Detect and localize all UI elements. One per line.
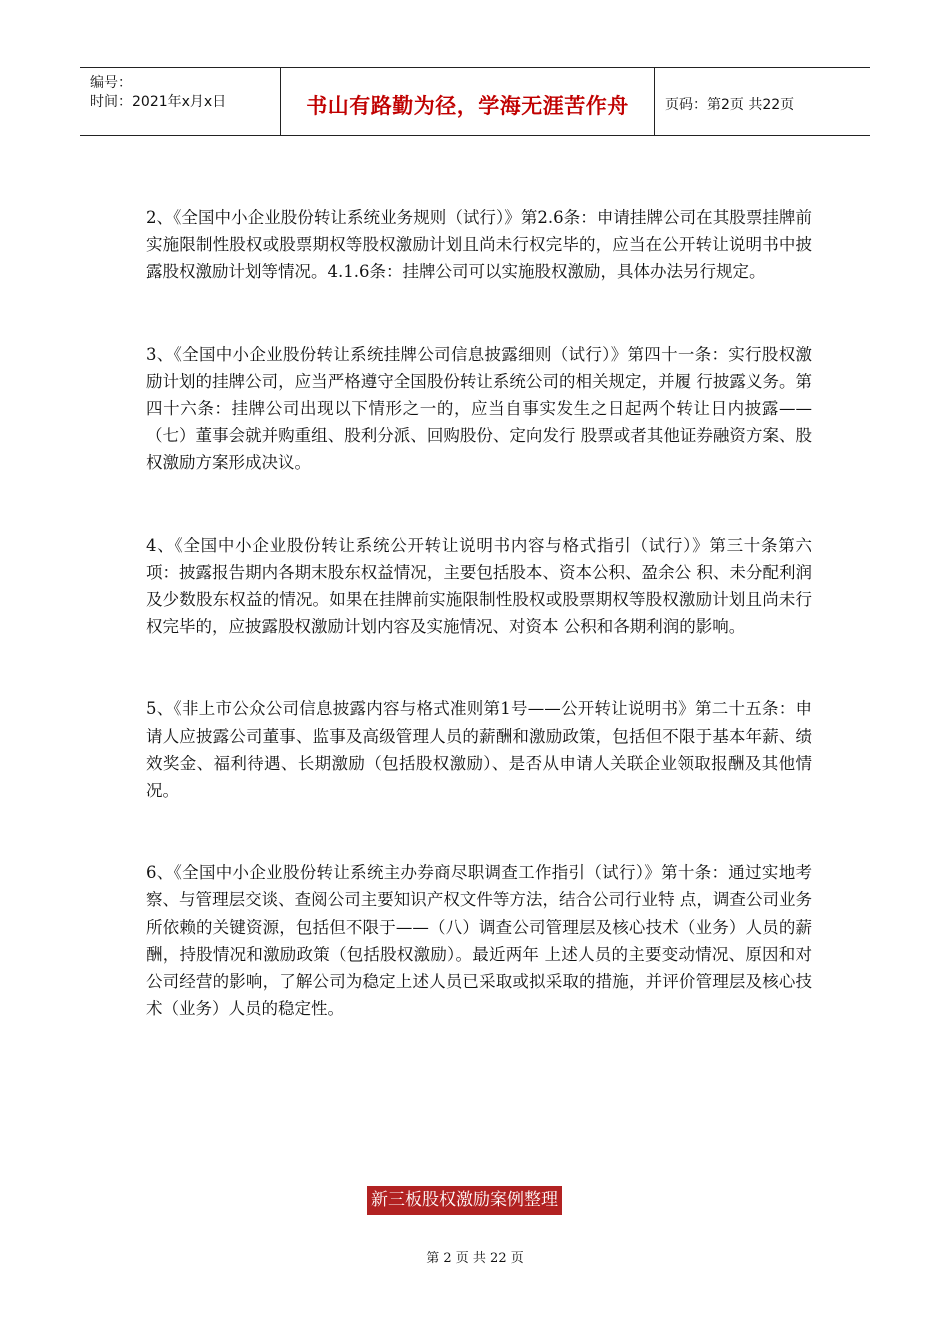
document-body xyxy=(146,204,812,1022)
header-info-cell xyxy=(80,68,281,135)
page-header xyxy=(80,67,870,136)
paragraph-item-2: 2、《全国中小企业股份转让系统业务规则（试行）》第2.6条：申请挂牌公司在其股票挂牌前实施限制性股权或股票期权等股权激励计划且尚未行权完毕的，应当在公开转让说明书中披露股权激励计划等情况。4.1.6条：挂牌公司可以实施股权激励，具体办法另行规定。 xyxy=(146,208,812,282)
paragraph-item-6: 6、《全国中小企业股份转让系统主办券商尽职调查工作指引（试行）》第十条：通过实地考察、与管理层交谈、查阅公司主要知识产权文件等方法，结合公司行业特 点，调查公司业务所依赖的关键资源，包括但不限于——（八）调查公司管理层及核心技术（业务）人员的薪酬，持股情况和激励政策（包括股权激励）。最近两年 上述人员的主要变动情况、原因和对公司经营的影响，了解公司为稳定上述人员已采取或拟采取的措施，并评价管理层及核心技术（业务）人员的稳定性。 xyxy=(146,863,812,1019)
code-label: 编号： xyxy=(90,75,132,91)
page-footer: 第 2 页 共 22 页 xyxy=(426,1251,524,1266)
header-motto: 书山有路勤为径，学海无涯苦作舟 xyxy=(281,68,655,135)
time-label: 时间：2021年x月x日 xyxy=(90,94,227,110)
paragraph-item-3: 3、《全国中小企业股份转让系统挂牌公司信息披露细则（试行）》第四十一条：实行股权激励计划的挂牌公司，应当严格遵守全国股份转让系统公司的相关规定，并履 行披露义务。第四十六条：挂牌公司出现以下情形之一的，应当自事实发生之日起两个转让日内披露——（七）董事会就并购重组、股利分派、回购股份、定向发行 股票或者其他证券融资方案、股权激励方案形成决议。 xyxy=(146,344,812,473)
paragraph-item-4: 4、《全国中小企业股份转让系统公开转让说明书内容与格式指引（试行）》第三十条第六项：披露报告期内各期末股东权益情况，主要包括股本、资本公积、盈余公 积、未分配利润及少数股东权益的情况。如果在挂牌前实施限制性股权或股票期权等股权激励计划且尚未行权完毕的，应披露股权激励计划内容及实施情况、对资本 公积和各期利润的影响。 xyxy=(146,535,812,637)
paragraph-item-5: 5、《非上市公众公司信息披露内容与格式准则第1号——公开转让说明书》第二十五条：申请人应披露公司董事、监事及高级管理人员的薪酬和激励政策，包括但不限于基本年薪、绩效奖金、福利待遇、长期激励（包括股权激励）、是否从申请人关联企业领取报酬及其他情况。 xyxy=(146,699,812,801)
section-title-banner: 新三板股权激励案例整理 xyxy=(367,1186,562,1215)
header-page-number: 页码：第2页 共22页 xyxy=(665,96,795,113)
